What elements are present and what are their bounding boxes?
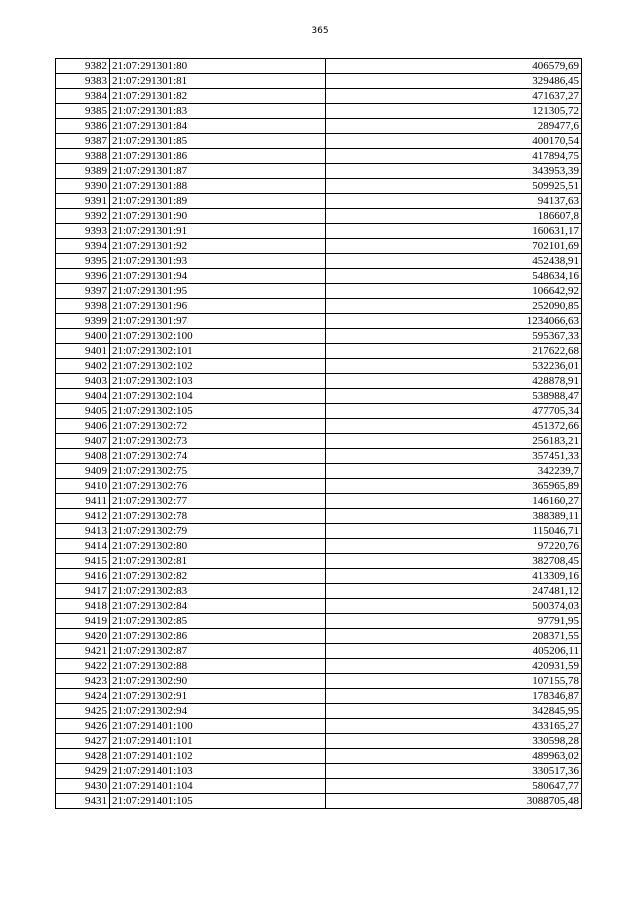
row-number-cell: 9406 [56,419,110,434]
row-number-cell: 9402 [56,359,110,374]
row-number-cell: 9397 [56,284,110,299]
cadastral-number-cell: 21:07:291401:105 [110,794,326,809]
table-row [56,404,582,419]
table-row [56,524,582,539]
cadastral-number-cell: 21:07:291401:100 [110,719,326,734]
table-row [56,674,582,689]
table-row [56,554,582,569]
row-number-cell: 9431 [56,794,110,809]
value-cell: 146160,27 [326,494,582,509]
row-number-cell: 9416 [56,569,110,584]
row-number-cell: 9430 [56,779,110,794]
cadastral-number-cell: 21:07:291401:104 [110,779,326,794]
cadastral-number-cell: 21:07:291301:92 [110,239,326,254]
value-cell: 500374,03 [326,599,582,614]
table-row [56,629,582,644]
table-row [56,239,582,254]
table-row [56,734,582,749]
value-cell: 106642,92 [326,284,582,299]
row-number-cell: 9400 [56,329,110,344]
value-cell: 365965,89 [326,479,582,494]
value-cell: 330598,28 [326,734,582,749]
cadastral-number-cell: 21:07:291301:97 [110,314,326,329]
table-row [56,794,582,809]
table-row [56,179,582,194]
table-row [56,479,582,494]
table-row [56,89,582,104]
cadastral-number-cell: 21:07:291302:76 [110,479,326,494]
value-cell: 160631,17 [326,224,582,239]
row-number-cell: 9423 [56,674,110,689]
cadastral-number-cell: 21:07:291302:82 [110,569,326,584]
value-cell: 538988,47 [326,389,582,404]
value-cell: 388389,11 [326,509,582,524]
row-number-cell: 9395 [56,254,110,269]
cadastre-table [55,58,582,809]
value-cell: 400170,54 [326,134,582,149]
value-cell: 428878,91 [326,374,582,389]
cadastral-number-cell: 21:07:291302:72 [110,419,326,434]
table-row [56,224,582,239]
row-number-cell: 9389 [56,164,110,179]
table-row [56,539,582,554]
row-number-cell: 9415 [56,554,110,569]
cadastral-number-cell: 21:07:291302:85 [110,614,326,629]
cadastral-number-cell: 21:07:291302:86 [110,629,326,644]
value-cell: 382708,45 [326,554,582,569]
cadastral-number-cell: 21:07:291302:102 [110,359,326,374]
table-row [56,119,582,134]
value-cell: 532236,01 [326,359,582,374]
value-cell: 433165,27 [326,719,582,734]
cadastral-number-cell: 21:07:291302:90 [110,674,326,689]
cadastral-number-cell: 21:07:291301:90 [110,209,326,224]
value-cell: 97791,95 [326,614,582,629]
value-cell: 330517,36 [326,764,582,779]
table-row [56,194,582,209]
table-row [56,359,582,374]
table-row [56,644,582,659]
table-row [56,704,582,719]
table-row [56,164,582,179]
value-cell: 357451,33 [326,449,582,464]
cadastral-number-cell: 21:07:291301:96 [110,299,326,314]
table-row [56,329,582,344]
row-number-cell: 9393 [56,224,110,239]
row-number-cell: 9414 [56,539,110,554]
table-row [56,689,582,704]
row-number-cell: 9429 [56,764,110,779]
table-row [56,254,582,269]
cadastral-number-cell: 21:07:291302:83 [110,584,326,599]
value-cell: 342239,7 [326,464,582,479]
value-cell: 451372,66 [326,419,582,434]
table-row [56,659,582,674]
row-number-cell: 9396 [56,269,110,284]
table-row [56,59,582,74]
value-cell: 252090,85 [326,299,582,314]
value-cell: 178346,87 [326,689,582,704]
cadastral-number-cell: 21:07:291302:77 [110,494,326,509]
table-row [56,779,582,794]
row-number-cell: 9408 [56,449,110,464]
row-number-cell: 9391 [56,194,110,209]
value-cell: 417894,75 [326,149,582,164]
row-number-cell: 9422 [56,659,110,674]
page-number: 365 [311,26,329,36]
cadastral-number-cell: 21:07:291401:102 [110,749,326,764]
cadastral-number-cell: 21:07:291301:87 [110,164,326,179]
row-number-cell: 9398 [56,299,110,314]
value-cell: 186607,8 [326,209,582,224]
cadastral-number-cell: 21:07:291302:78 [110,509,326,524]
row-number-cell: 9382 [56,59,110,74]
table-row [56,134,582,149]
value-cell: 115046,71 [326,524,582,539]
cadastral-number-cell: 21:07:291302:87 [110,644,326,659]
value-cell: 342845,95 [326,704,582,719]
table-row [56,389,582,404]
table-row [56,614,582,629]
value-cell: 471637,27 [326,89,582,104]
cadastral-number-cell: 21:07:291302:101 [110,344,326,359]
row-number-cell: 9421 [56,644,110,659]
row-number-cell: 9411 [56,494,110,509]
value-cell: 452438,91 [326,254,582,269]
value-cell: 595367,33 [326,329,582,344]
value-cell: 509925,51 [326,179,582,194]
cadastral-number-cell: 21:07:291401:103 [110,764,326,779]
value-cell: 413309,16 [326,569,582,584]
row-number-cell: 9384 [56,89,110,104]
cadastral-number-cell: 21:07:291302:74 [110,449,326,464]
cadastral-number-cell: 21:07:291301:81 [110,74,326,89]
row-number-cell: 9410 [56,479,110,494]
table-row [56,374,582,389]
value-cell: 405206,11 [326,644,582,659]
row-number-cell: 9417 [56,584,110,599]
table-row [56,74,582,89]
table-row [56,344,582,359]
value-cell: 94137,63 [326,194,582,209]
table-row [56,764,582,779]
table-row [56,269,582,284]
value-cell: 256183,21 [326,434,582,449]
cadastral-number-cell: 21:07:291301:88 [110,179,326,194]
table-row [56,599,582,614]
value-cell: 107155,78 [326,674,582,689]
cadastral-number-cell: 21:07:291302:75 [110,464,326,479]
value-cell: 121305,72 [326,104,582,119]
value-cell: 289477,6 [326,119,582,134]
row-number-cell: 9418 [56,599,110,614]
cadastral-number-cell: 21:07:291302:88 [110,659,326,674]
cadastral-number-cell: 21:07:291302:94 [110,704,326,719]
value-cell: 420931,59 [326,659,582,674]
row-number-cell: 9387 [56,134,110,149]
table-row [56,464,582,479]
cadastral-number-cell: 21:07:291302:105 [110,404,326,419]
table-row [56,299,582,314]
row-number-cell: 9405 [56,404,110,419]
value-cell: 489963,02 [326,749,582,764]
cadastral-number-cell: 21:07:291302:80 [110,539,326,554]
value-cell: 406579,69 [326,59,582,74]
cadastral-number-cell: 21:07:291302:84 [110,599,326,614]
row-number-cell: 9399 [56,314,110,329]
row-number-cell: 9388 [56,149,110,164]
value-cell: 329486,45 [326,74,582,89]
cadastral-number-cell: 21:07:291301:80 [110,59,326,74]
row-number-cell: 9392 [56,209,110,224]
table-row [56,284,582,299]
row-number-cell: 9403 [56,374,110,389]
table-row [56,149,582,164]
cadastral-number-cell: 21:07:291302:104 [110,389,326,404]
cadastral-number-cell: 21:07:291301:86 [110,149,326,164]
row-number-cell: 9394 [56,239,110,254]
table-row [56,419,582,434]
row-number-cell: 9383 [56,74,110,89]
row-number-cell: 9420 [56,629,110,644]
row-number-cell: 9409 [56,464,110,479]
value-cell: 1234066,63 [326,314,582,329]
cadastral-number-cell: 21:07:291302:79 [110,524,326,539]
table-row [56,434,582,449]
row-number-cell: 9401 [56,344,110,359]
row-number-cell: 9385 [56,104,110,119]
cadastral-number-cell: 21:07:291301:95 [110,284,326,299]
table-row [56,314,582,329]
cadastral-number-cell: 21:07:291401:101 [110,734,326,749]
cadastral-number-cell: 21:07:291301:84 [110,119,326,134]
row-number-cell: 9404 [56,389,110,404]
table-row [56,509,582,524]
row-number-cell: 9413 [56,524,110,539]
table-body [56,59,582,809]
row-number-cell: 9427 [56,734,110,749]
table-row [56,449,582,464]
cadastral-number-cell: 21:07:291301:89 [110,194,326,209]
value-cell: 548634,16 [326,269,582,284]
cadastral-number-cell: 21:07:291301:91 [110,224,326,239]
row-number-cell: 9426 [56,719,110,734]
value-cell: 343953,39 [326,164,582,179]
value-cell: 208371,55 [326,629,582,644]
table-row [56,584,582,599]
row-number-cell: 9428 [56,749,110,764]
table-row [56,104,582,119]
cadastral-number-cell: 21:07:291301:94 [110,269,326,284]
value-cell: 580647,77 [326,779,582,794]
row-number-cell: 9412 [56,509,110,524]
cadastral-number-cell: 21:07:291302:81 [110,554,326,569]
value-cell: 3088705,48 [326,794,582,809]
cadastral-number-cell: 21:07:291301:85 [110,134,326,149]
row-number-cell: 9424 [56,689,110,704]
cadastral-number-cell: 21:07:291301:83 [110,104,326,119]
cadastral-number-cell: 21:07:291302:91 [110,689,326,704]
row-number-cell: 9419 [56,614,110,629]
value-cell: 97220,76 [326,539,582,554]
cadastral-number-cell: 21:07:291302:73 [110,434,326,449]
table-row [56,749,582,764]
table-row [56,569,582,584]
row-number-cell: 9386 [56,119,110,134]
value-cell: 702101,69 [326,239,582,254]
cadastral-number-cell: 21:07:291302:103 [110,374,326,389]
value-cell: 247481,12 [326,584,582,599]
row-number-cell: 9390 [56,179,110,194]
cadastral-number-cell: 21:07:291301:93 [110,254,326,269]
table-row [56,209,582,224]
value-cell: 477705,34 [326,404,582,419]
cadastral-number-cell: 21:07:291301:82 [110,89,326,104]
row-number-cell: 9425 [56,704,110,719]
cadastral-number-cell: 21:07:291302:100 [110,329,326,344]
value-cell: 217622,68 [326,344,582,359]
table-row [56,719,582,734]
row-number-cell: 9407 [56,434,110,449]
table-row [56,494,582,509]
